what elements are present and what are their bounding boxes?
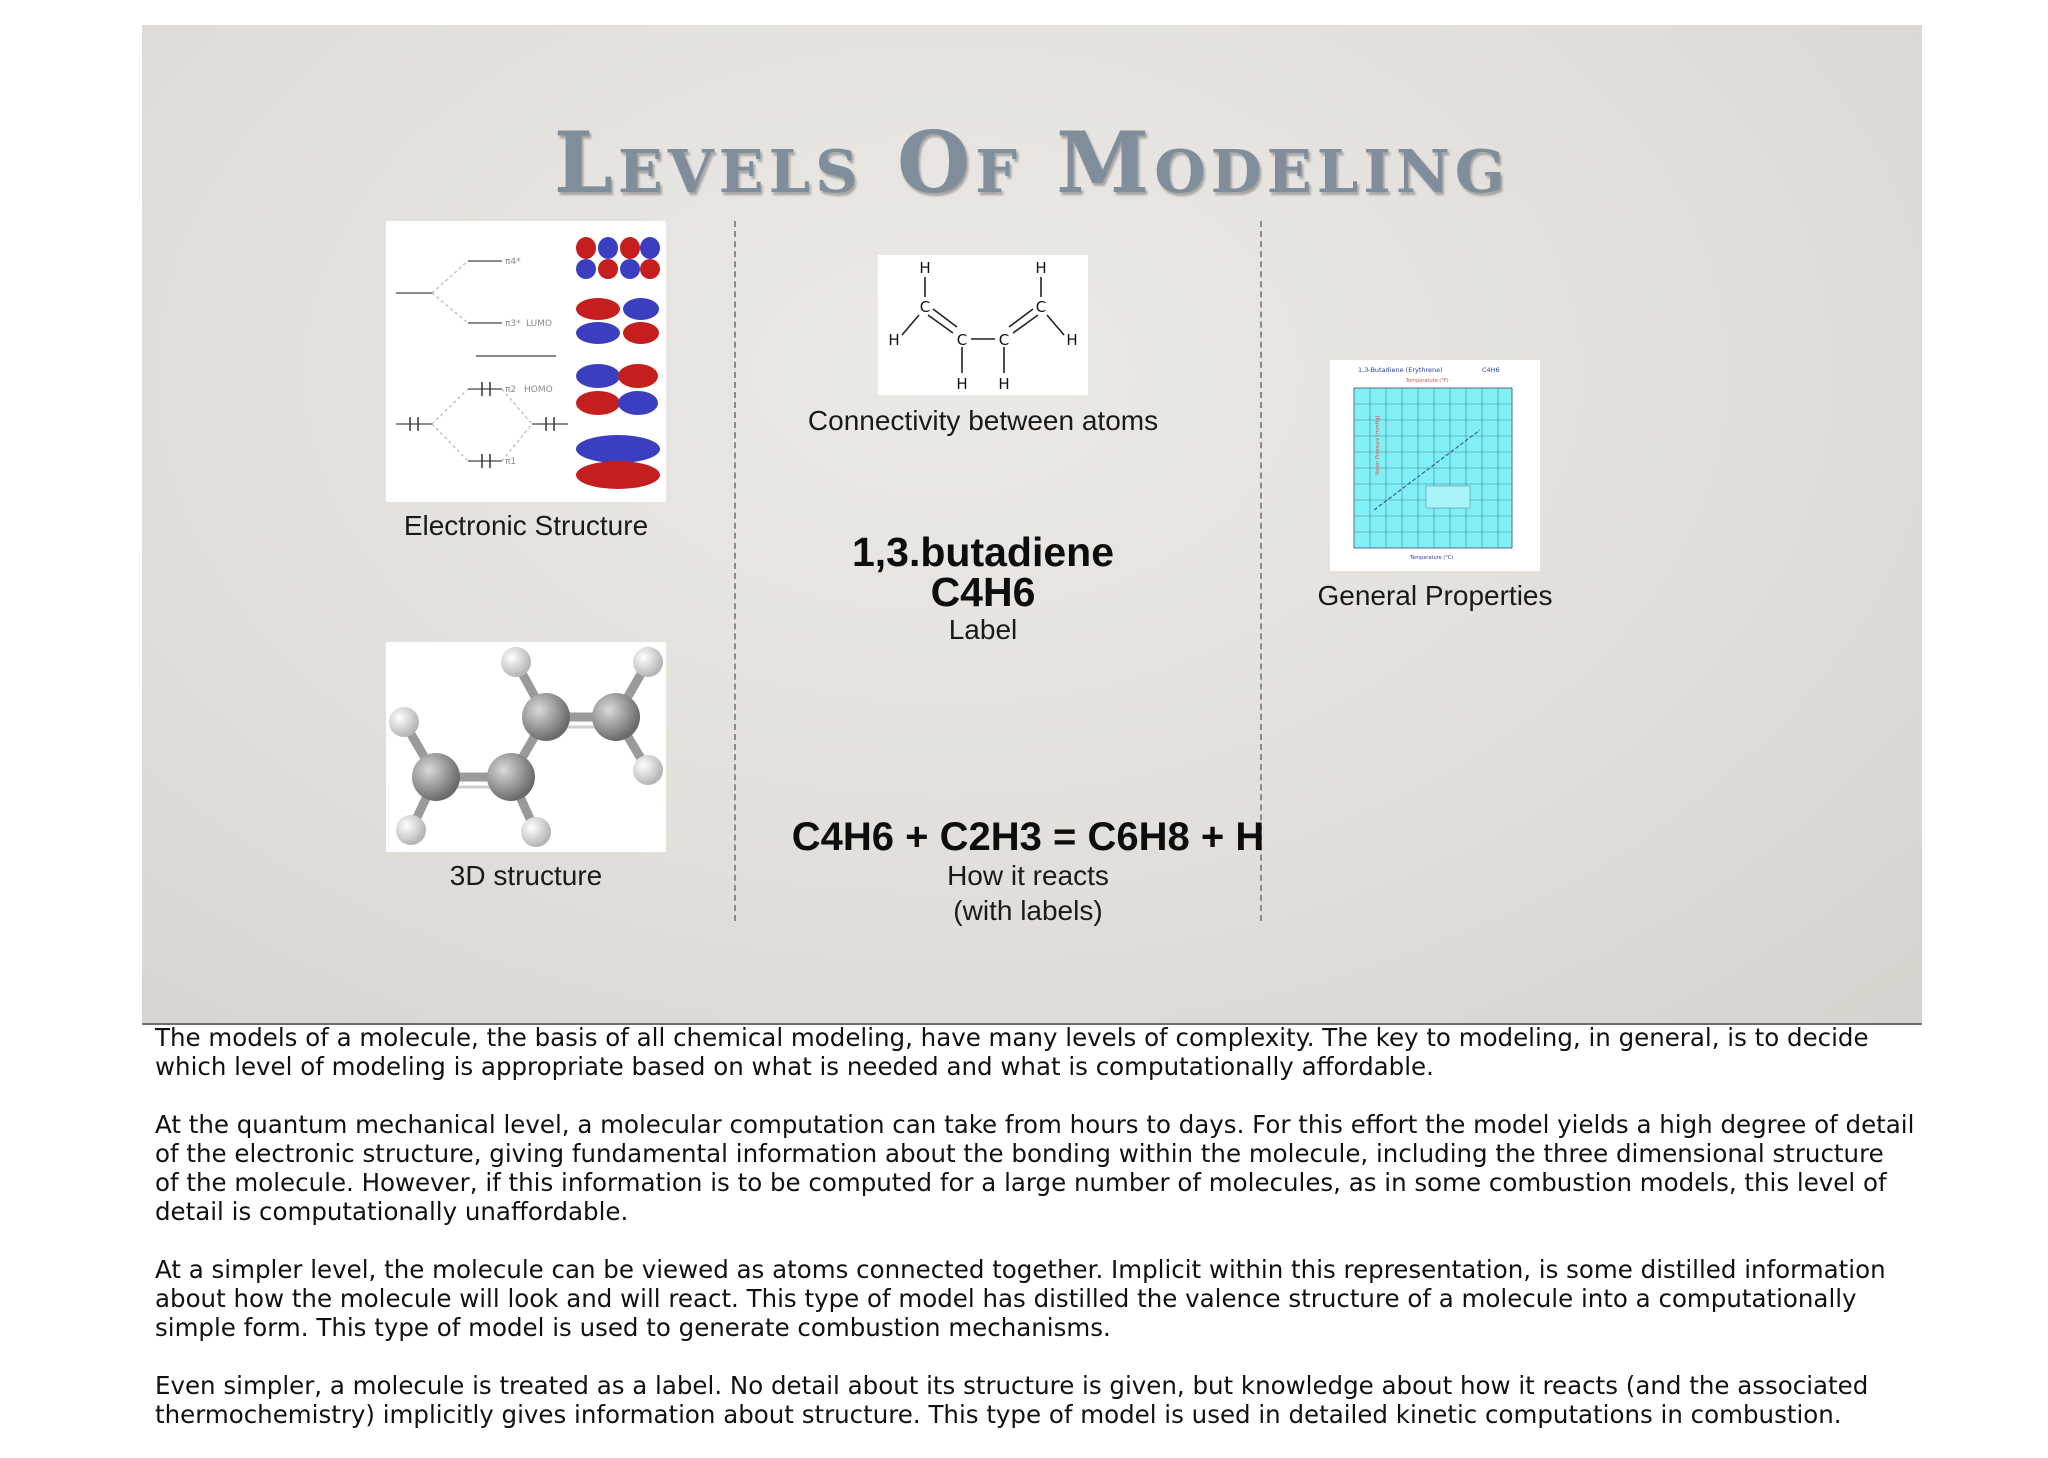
mo-label-homo: HOMO xyxy=(524,385,553,395)
properties-chart-svg xyxy=(1330,360,1540,571)
atom-c1: C xyxy=(919,298,931,316)
slide-title: Levels Of Modeling xyxy=(553,113,1511,212)
notes-paragraph-4: Even simpler, a molecule is treated as a label. No detail about its structure is given, but knowledge about how it reacts (and the associated thermochemistry) implicitly gives information about structure. This type of model is used in detailed kinetic computations in combustion. xyxy=(155,1371,1869,1429)
chart-side-axis: Vapor Pressure (mmHg) xyxy=(1375,415,1381,475)
mo-label-lumo: LUMO xyxy=(526,319,553,329)
mo-label-pi2: π2 xyxy=(505,385,517,395)
atom-h3: H xyxy=(888,331,900,349)
reaction-caption-line1: How it reacts xyxy=(947,860,1109,891)
reaction-equation: C4H6 + C2H3 = C6H8 + H xyxy=(791,815,1265,859)
label-caption: Label xyxy=(948,614,1018,645)
mo-label-pi4: π4* xyxy=(505,257,521,267)
properties-chart-image xyxy=(1330,360,1540,571)
chart-bottom-axis: Temperature (°C) xyxy=(1410,555,1454,561)
mo-diagram-svg xyxy=(386,221,666,502)
electronic-structure-caption: Electronic Structure xyxy=(403,510,649,541)
speaker-notes xyxy=(155,1023,1915,1458)
structure-3d-svg xyxy=(386,642,666,852)
atom-h4: H xyxy=(1066,331,1078,349)
notes-paragraph-1: The models of a molecule, the basis of all chemical modeling, have many levels of complexity. The key to modeling, in general, is to decide which level of modeling is appropriate based on what is needed and what is computationally affordable. xyxy=(155,1023,1869,1081)
label-formula: C4H6 xyxy=(930,569,1036,615)
chart-top-axis: Temperature (°F) xyxy=(1406,378,1449,384)
atom-c4: C xyxy=(1035,298,1047,316)
atom-h5: H xyxy=(956,375,968,393)
connectivity-caption: Connectivity between atoms xyxy=(807,405,1159,436)
mo-label-pi3: π3* xyxy=(505,319,521,329)
connectivity-svg xyxy=(878,255,1088,395)
notes-paragraph-2: At the quantum mechanical level, a molecular computation can take from hours to days. For this effort the model yields a high degree of detail of the electronic structure, giving fundamental information about the bonding within the molecule, including the three dimensional structure of the molecule. However, if this information is to be computed for a large number of molecules, as in some combustion models, this level of detail is computationally unaffordable. xyxy=(155,1110,1915,1226)
atom-c3: C xyxy=(998,331,1010,349)
structure-3d-image xyxy=(386,642,666,852)
atom-h1: H xyxy=(919,259,931,277)
chart-formula: C4H6 xyxy=(1482,366,1500,374)
atom-c2: C xyxy=(956,331,968,349)
connectivity-image xyxy=(878,255,1088,395)
notes-paragraph-3: At a simpler level, the molecule can be viewed as atoms connected together. Implicit within this representation, is some distilled information about how the molecule will look and will react. This type of model has distilled the valence structure of a molecule into a computationally simple form. This type of model is used to generate combustion mechanisms. xyxy=(155,1255,1886,1342)
label-name: 1,3.butadiene xyxy=(851,529,1114,575)
atom-h2: H xyxy=(1035,259,1047,277)
mo-label-pi1: π1 xyxy=(505,457,517,467)
mo-diagram-image xyxy=(386,221,666,502)
reaction-caption-line2: (with labels) xyxy=(953,895,1103,926)
atom-h6: H xyxy=(998,375,1010,393)
chart-title: 1,3-Butadiene (Erythrene) xyxy=(1358,366,1443,374)
general-properties-caption: General Properties xyxy=(1317,580,1553,611)
column-divider-left xyxy=(734,221,736,921)
slide xyxy=(142,25,1922,1025)
structure-3d-caption: 3D structure xyxy=(449,860,603,891)
